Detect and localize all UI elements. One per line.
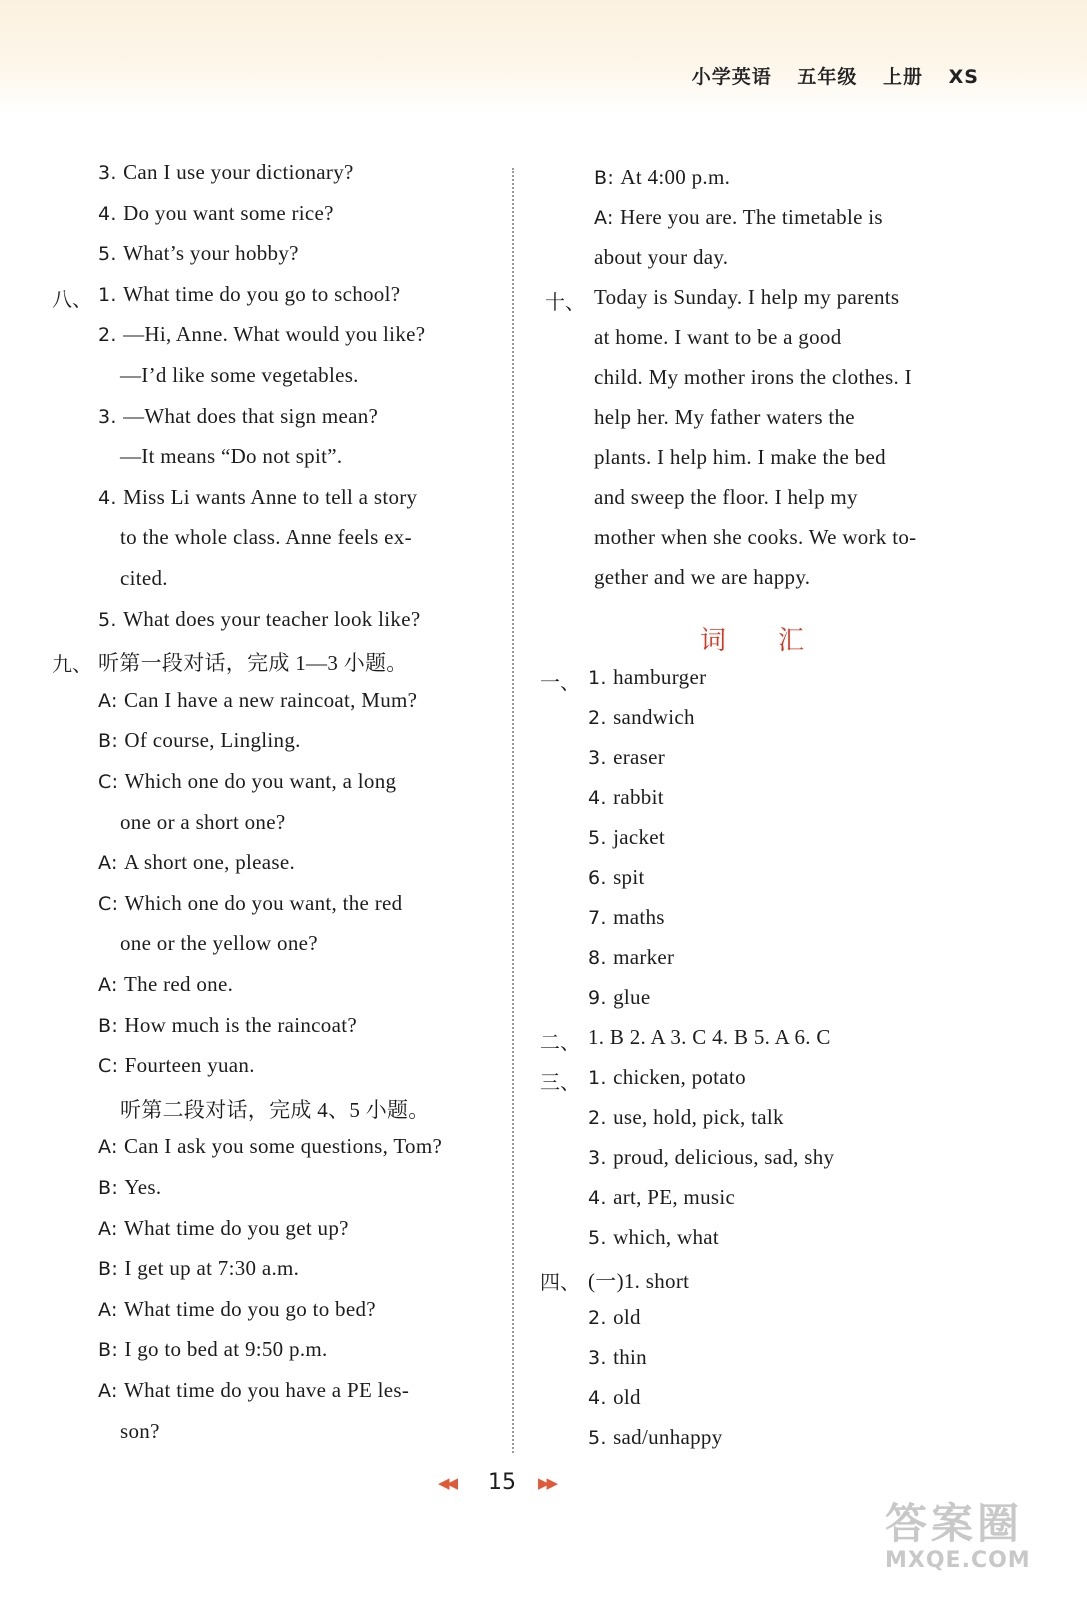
item-text: old — [613, 1385, 641, 1409]
text-line — [588, 825, 665, 850]
item-number: C: — [98, 1055, 125, 1078]
text-line — [588, 665, 706, 690]
item-number: 2. — [588, 1307, 614, 1329]
item-number: A: — [98, 1217, 125, 1240]
item-text: glue — [613, 985, 651, 1009]
item-text: which, what — [613, 1225, 720, 1249]
item-text: one or the yellow one? — [120, 931, 318, 956]
item-text: I go to bed at 9:50 p.m. — [124, 1337, 328, 1362]
item-number: 4. — [98, 486, 124, 509]
item-text: to the whole class. Anne feels ex- — [120, 525, 412, 550]
text-line — [594, 245, 728, 270]
section-marker: 八、 — [52, 286, 92, 311]
item-number: 2. — [588, 707, 614, 729]
item-number: 9. — [588, 987, 614, 1009]
text-line — [120, 1094, 430, 1124]
item-number: B: — [98, 1258, 125, 1281]
section-marker: 二、 — [540, 1030, 580, 1054]
text-line — [588, 785, 664, 810]
item-number: 1. — [588, 1067, 614, 1089]
text-line — [98, 322, 425, 347]
item-text: 1. B 2. A 3. C 4. B 5. A 6. C — [588, 1025, 831, 1049]
item-text: How much is the raincoat? — [124, 1012, 357, 1037]
text-line — [594, 405, 855, 430]
item-text: use, hold, pick, talk — [613, 1105, 784, 1129]
item-text: Which one do you want, a long — [124, 769, 397, 793]
item-text: hamburger — [613, 665, 707, 689]
item-text: gether and we are happy. — [594, 565, 811, 589]
item-number: 1. — [98, 283, 124, 306]
next-arrow-icon: ▶▶ — [538, 1476, 556, 1492]
text-line — [588, 1265, 689, 1295]
item-text: The red one. — [124, 972, 234, 996]
item-text: jacket — [613, 825, 666, 849]
item-text: one or a short one? — [120, 809, 286, 834]
text-line — [594, 325, 842, 350]
item-number: B: — [98, 1177, 125, 1199]
item-number: B: — [98, 730, 125, 753]
text-line — [588, 1385, 641, 1410]
text-line — [98, 1013, 357, 1038]
section-marker: 一、 — [540, 670, 580, 694]
text-line — [588, 1425, 723, 1450]
item-text: I get up at 7:30 a.m. — [124, 1256, 300, 1281]
item-text: What time do you go to school? — [123, 281, 401, 306]
item-text: cited. — [120, 566, 168, 590]
text-line — [588, 745, 665, 770]
text-line — [588, 1145, 834, 1170]
text-line — [98, 1297, 376, 1322]
text-line — [594, 165, 730, 190]
item-text: thin — [613, 1345, 647, 1369]
item-number: 3. — [588, 1347, 614, 1369]
text-line — [98, 485, 417, 510]
item-number: A: — [98, 974, 125, 996]
text-line — [588, 945, 674, 970]
text-line — [588, 1025, 831, 1050]
item-text: Miss Li wants Anne to tell a story — [123, 484, 418, 509]
text-line — [98, 201, 334, 226]
item-text: spit — [613, 865, 645, 889]
item-number: A: — [98, 852, 125, 875]
text-line — [120, 931, 318, 956]
item-number: 4. — [588, 1187, 614, 1209]
item-text: mother when she cooks. We work to- — [594, 525, 917, 549]
text-line — [98, 404, 378, 429]
text-line — [594, 445, 886, 470]
item-text: child. My mother irons the clothes. I — [594, 365, 912, 389]
item-text: What time do you have a PE les- — [124, 1378, 410, 1402]
volume-label: 上册 — [883, 66, 924, 88]
item-text: son? — [120, 1418, 160, 1443]
text-line — [588, 705, 695, 730]
item-number: B: — [98, 1014, 125, 1037]
text-line — [98, 282, 400, 307]
item-text: Can I use your dictionary? — [123, 160, 354, 184]
book-title — [674, 62, 979, 89]
item-text: Can I have a new raincoat, Mum? — [124, 687, 418, 712]
item-number: 7. — [588, 907, 614, 929]
text-line — [98, 1216, 349, 1241]
item-number: 3. — [98, 162, 124, 184]
text-line — [98, 688, 417, 713]
text-line — [98, 769, 396, 794]
text-line — [588, 1305, 641, 1330]
text-line — [98, 728, 301, 753]
text-line — [98, 647, 408, 677]
item-text: Do you want some rice? — [123, 200, 334, 225]
item-number: C: — [98, 892, 125, 915]
item-number: 4. — [588, 787, 614, 809]
text-line — [120, 525, 412, 550]
item-text: marker — [613, 945, 675, 969]
header-band — [0, 0, 1087, 112]
section-marker: 三、 — [540, 1070, 580, 1094]
item-number: 5. — [588, 827, 614, 849]
section-marker: 十、 — [545, 290, 585, 314]
item-text: A short one, please. — [124, 850, 296, 875]
subject-label: 小学英语 — [691, 66, 772, 88]
item-number: 5. — [588, 1427, 614, 1449]
text-line — [594, 285, 899, 310]
text-line — [98, 241, 299, 266]
item-text: What does your teacher look like? — [123, 606, 421, 631]
item-number: 5. — [98, 608, 124, 631]
item-text: rabbit — [613, 785, 664, 809]
text-line — [588, 1345, 647, 1370]
watermark-text: 答案圈 — [885, 1499, 1024, 1548]
prev-arrow-icon: ◀◀ — [438, 1476, 456, 1492]
item-number: A: — [98, 1136, 125, 1159]
text-line — [98, 1378, 409, 1403]
item-text: 听第一段对话，完成 1—3 小题。 — [98, 651, 408, 676]
text-line — [120, 810, 285, 835]
item-text: Can I ask you some questions, Tom? — [124, 1134, 443, 1159]
grade-label: 五年级 — [797, 66, 858, 88]
item-text: about your day. — [594, 245, 729, 269]
text-line — [594, 565, 810, 590]
watermark-url: MXQE.COM — [885, 1548, 1031, 1573]
text-line — [588, 1065, 746, 1090]
text-line — [120, 363, 359, 388]
text-line — [588, 985, 650, 1010]
item-number: 2. — [98, 324, 124, 347]
text-line — [588, 1225, 719, 1250]
item-text: at home. I want to be a good — [594, 325, 842, 349]
item-text: (一)1. short — [588, 1269, 690, 1293]
text-line — [594, 365, 912, 390]
item-number: A: — [98, 1298, 125, 1321]
item-number: C: — [98, 771, 125, 793]
section-marker: 九、 — [52, 652, 92, 677]
text-line — [120, 566, 168, 591]
text-line — [588, 865, 645, 890]
item-number: 3. — [588, 1147, 614, 1169]
item-text: What time do you go to bed? — [124, 1296, 376, 1321]
item-text: Of course, Lingling. — [124, 728, 301, 753]
item-text: Here you are. The timetable is — [620, 205, 883, 229]
text-line — [98, 891, 402, 916]
text-line — [98, 1337, 328, 1362]
page-number: 15 — [488, 1470, 516, 1495]
text-line — [98, 850, 295, 875]
item-number: 3. — [98, 405, 124, 428]
text-line — [588, 1105, 784, 1130]
item-number: 8. — [588, 947, 614, 969]
item-text: plants. I help him. I make the bed — [594, 445, 886, 469]
item-number: B: — [98, 1339, 125, 1362]
item-number: 4. — [588, 1387, 614, 1409]
item-text: eraser — [613, 745, 665, 769]
item-text: help her. My father waters the — [594, 405, 855, 429]
item-number: A: — [98, 689, 125, 712]
text-line — [594, 485, 858, 510]
item-text: chicken, potato — [613, 1065, 746, 1089]
text-line — [98, 607, 420, 632]
watermark-logo — [885, 1500, 1065, 1590]
item-text: old — [613, 1305, 641, 1329]
item-number: 6. — [588, 867, 614, 889]
item-text: Yes. — [124, 1175, 162, 1199]
item-number: 5. — [588, 1227, 614, 1249]
text-line — [588, 905, 665, 930]
item-text: Which one do you want, the red — [124, 890, 403, 915]
item-number: A: — [98, 1380, 125, 1402]
item-number: 5. — [98, 243, 124, 266]
text-line — [120, 444, 342, 469]
item-number: B: — [594, 167, 621, 189]
vocabulary-heading: 词汇 — [700, 626, 857, 656]
text-line — [98, 160, 354, 185]
text-line — [98, 1256, 299, 1281]
item-text: —Hi, Anne. What would you like? — [123, 322, 426, 347]
item-number: 3. — [588, 747, 614, 769]
text-line — [98, 1053, 255, 1078]
item-text: sandwich — [613, 705, 695, 729]
item-number: A: — [594, 207, 621, 229]
item-text: What time do you get up? — [124, 1215, 349, 1240]
text-line — [588, 1185, 735, 1210]
item-text: Fourteen yuan. — [124, 1053, 255, 1078]
item-text: —It means “Do not spit”. — [120, 444, 343, 469]
item-text: Today is Sunday. I help my parents — [594, 285, 900, 309]
item-text: What’s your hobby? — [123, 241, 299, 266]
item-number: 2. — [588, 1107, 614, 1129]
item-number: 4. — [98, 202, 124, 225]
item-text: —I’d like some vegetables. — [120, 363, 359, 387]
item-number: 1. — [588, 667, 614, 689]
text-line — [594, 205, 883, 230]
text-line — [594, 525, 916, 550]
text-line — [98, 972, 233, 997]
edition-label: XS — [948, 66, 979, 88]
item-text: art, PE, music — [613, 1185, 736, 1209]
item-text: proud, delicious, sad, shy — [613, 1145, 835, 1169]
text-line — [120, 1419, 160, 1444]
item-text: At 4:00 p.m. — [620, 165, 731, 189]
text-line — [98, 1134, 442, 1159]
item-text: 听第二段对话，完成 4、5 小题。 — [120, 1097, 430, 1122]
section-marker: 四、 — [540, 1270, 580, 1294]
item-text: maths — [613, 905, 665, 929]
text-line — [98, 1175, 161, 1200]
item-text: —What does that sign mean? — [123, 403, 379, 428]
column-divider — [512, 168, 514, 1453]
item-text: sad/unhappy — [613, 1425, 723, 1449]
item-text: and sweep the floor. I help my — [594, 485, 858, 509]
